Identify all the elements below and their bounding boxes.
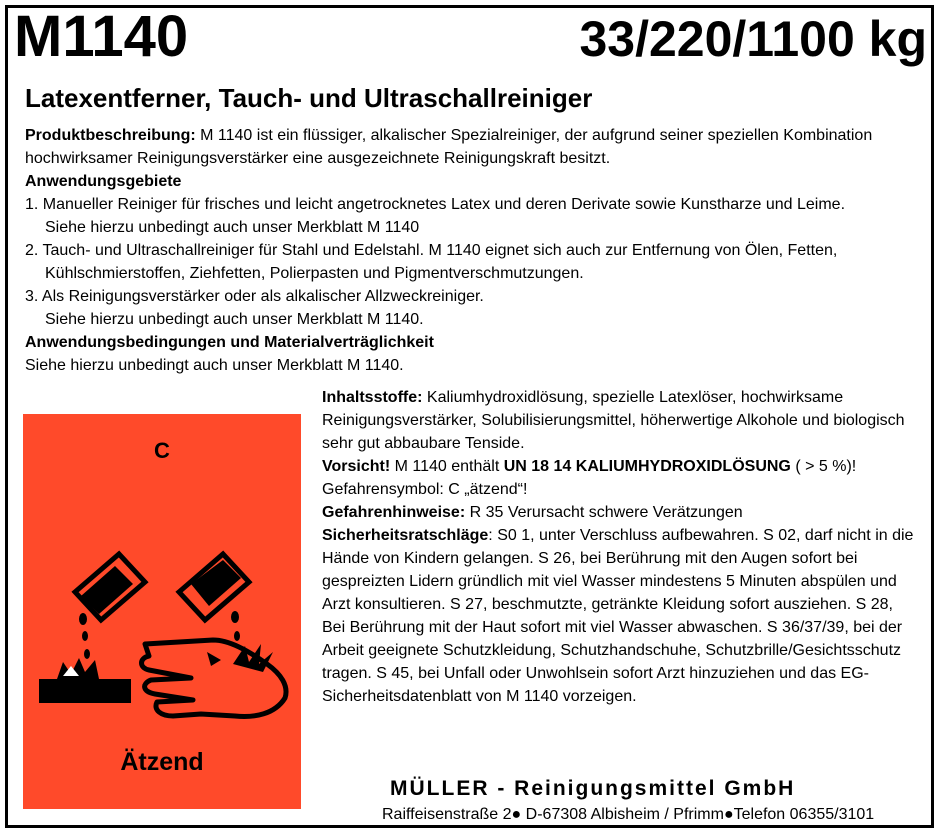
hazard-symbol-text: Gefahrensymbol: C „ätzend“! — [322, 481, 528, 498]
conditions-heading: Anwendungsbedingungen und Materialverträglichkeit — [25, 334, 434, 351]
application-item: 2. Tauch- und Ultraschallreiniger für Stahl und Edelstahl. M 1140 eignet sich auch zur Entfernung von Ölen, Fetten, Kühlschmierstoffen, Ziehfetten, Polierpasten und Pigmentverschmutzungen. — [25, 242, 838, 282]
package-sizes: 33/220/1100 kg — [579, 11, 927, 67]
caution-text: M 1140 enthält — [390, 458, 504, 475]
product-code: M1140 — [14, 4, 189, 69]
product-subtitle: Latexentferner, Tauch- und Ultraschallreiniger — [25, 83, 593, 113]
description-text: M 1140 ist ein flüssiger, alkalischer Spezialreiniger, der aufgrund seiner speziellen Kombination hochwirksamer Reinigungsverstärker eine ausgezeichnete Reinigungskraft besitzt. — [25, 127, 873, 167]
description-paragraph — [25, 124, 915, 170]
product-description-section — [25, 124, 915, 377]
hazards-paragraph — [322, 501, 918, 524]
hazards-text: R 35 Verursacht schwere Verätzungen — [465, 504, 743, 521]
company-address: Raiffeisenstraße 2● D-67308 Albisheim / Pfrimm●Telefon 06355/3101 — [382, 806, 875, 823]
caution-substance: UN 18 14 KALIUMHYDROXIDLÖSUNG — [503, 458, 791, 475]
company-name: MÜLLER - Reinigungsmittel GmbH — [390, 777, 796, 800]
application-item: 1. Manueller Reiniger für frisches und leicht angetrocknetes Latex und deren Derivate sowie Kunstharze und Leime. — [25, 196, 846, 213]
safety-text: : S0 1, unter Verschluss aufbewahren. S 02, darf nicht in die Hände von Kindern gelangen. S 26, bei Berührung mit den Augen sofort bei gespreizten Lidern gründlich mit viel Wasser mindestens 5 Minuten abspülen und Arzt konsultieren. S 27, beschmutzte, getränkte Kleidung sofort ausziehen. S 28, Bei Berührung mit der Haut sofort mit viel Wasser abwaschen. S 36/37/39, bei der Arbeit geeignete Schutzkleidung, Schutzhandschuhe, Schutzbrille/Gesichtsschutz tragen. S 45, bei Unfall oder Unwohlsein sofort Arzt hinzuziehen und das EG-Sicherheitsdatenblatt von M 1140 vorzeigen. — [322, 527, 914, 705]
hazard-letter: C — [154, 438, 170, 463]
hazards-heading: Gefahrenhinweise: — [322, 504, 466, 521]
ingredients-paragraph — [322, 386, 918, 455]
conditions-text: Siehe hierzu unbedingt auch unser Merkblatt M 1140. — [25, 357, 404, 374]
applications-heading: Anwendungsgebiete — [25, 173, 182, 190]
safety-paragraph — [322, 524, 918, 708]
safety-heading: Sicherheitsratschläge — [322, 527, 489, 544]
application-note: Siehe hierzu unbedingt auch unser Merkblatt M 1140. — [45, 311, 424, 328]
corrosive-hazard-symbol — [23, 414, 301, 809]
ingredients-heading: Inhaltsstoffe: — [322, 389, 423, 406]
description-heading: Produktbeschreibung: — [25, 127, 196, 144]
caution-suffix: ( > 5 %)! — [790, 458, 857, 475]
safety-information — [322, 386, 918, 708]
application-note: Siehe hierzu unbedingt auch unser Merkblatt M 1140 — [45, 219, 420, 236]
caution-paragraph — [322, 455, 918, 478]
caution-heading: Vorsicht! — [322, 458, 391, 475]
ingredients-text: Kaliumhydroxidlösung, spezielle Latexlöser, hochwirksame Reinigungsverstärker, Solubilisierungsmittel, höherwertige Alkohole und biologisch sehr gut abbaubare Tenside. — [322, 389, 905, 452]
hazard-label: Ätzend — [120, 748, 204, 776]
application-item: 3. Als Reinigungsverstärker oder als alkalischer Allzweckreiniger. — [25, 288, 484, 305]
